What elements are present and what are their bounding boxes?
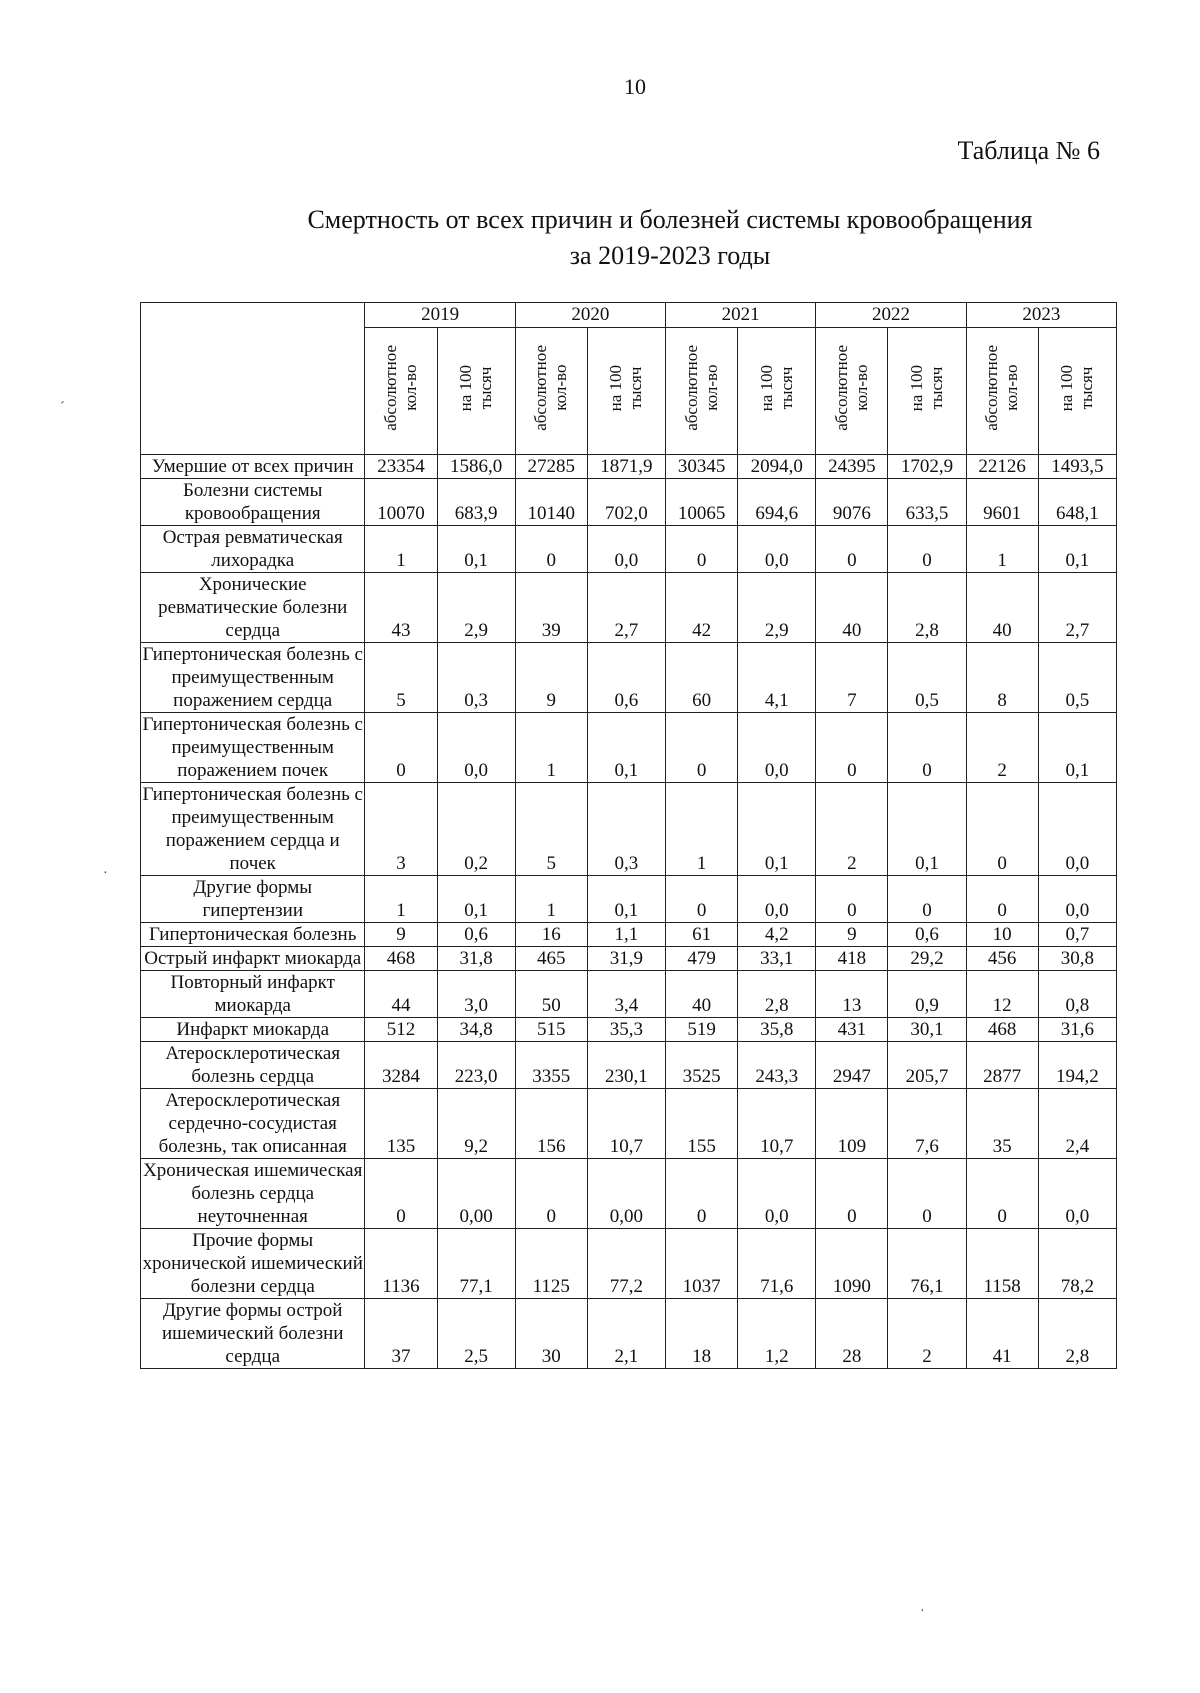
- rate-cell: 0,0: [738, 526, 816, 573]
- abs-count-cell: 0: [816, 713, 888, 783]
- rate-cell: 0,1: [587, 713, 665, 783]
- abs-count-cell: 0: [666, 876, 738, 923]
- rate-cell: 0,0: [1038, 783, 1116, 876]
- rate-cell: 0,9: [888, 971, 966, 1018]
- rate-cell: 0,3: [587, 783, 665, 876]
- rate-cell: 71,6: [738, 1229, 816, 1299]
- rate-cell: 2,4: [1038, 1089, 1116, 1159]
- table-row: [141, 455, 1117, 479]
- abs-count-cell: 135: [365, 1089, 437, 1159]
- table-title-line-1: Смертность от всех причин и болезней системы кровообращения: [307, 205, 1033, 234]
- rate-cell: 2,8: [888, 573, 966, 643]
- rate-cell: 4,2: [738, 923, 816, 947]
- abs-count-header: [816, 328, 888, 455]
- rate-per-100k-header-line-2: тысяч: [626, 366, 646, 410]
- abs-count-cell: 431: [816, 1018, 888, 1042]
- abs-count-cell: 468: [966, 1018, 1038, 1042]
- row-label: Другие формы острой ишемический болезни сердца: [141, 1299, 365, 1369]
- rate-cell: 2,8: [1038, 1299, 1116, 1369]
- rate-per-100k-header-line-1: на 100: [1057, 364, 1077, 412]
- abs-count-cell: 519: [666, 1018, 738, 1042]
- table-row: [141, 526, 1117, 573]
- rate-cell: 243,3: [738, 1042, 816, 1089]
- year-header: 2022: [816, 303, 966, 328]
- rate-cell: 1702,9: [888, 455, 966, 479]
- rate-per-100k-header: [587, 328, 665, 455]
- table-row: [141, 1042, 1117, 1089]
- rate-cell: 78,2: [1038, 1229, 1116, 1299]
- abs-count-cell: 418: [816, 947, 888, 971]
- rate-cell: 223,0: [437, 1042, 515, 1089]
- rate-cell: 0,1: [1038, 713, 1116, 783]
- abs-count-cell: 2: [816, 783, 888, 876]
- rate-cell: 702,0: [587, 479, 665, 526]
- rate-cell: 34,8: [437, 1018, 515, 1042]
- rate-cell: 31,9: [587, 947, 665, 971]
- abs-count-header: [966, 328, 1038, 455]
- abs-count-cell: 30: [515, 1299, 587, 1369]
- abs-count-cell: 1: [515, 713, 587, 783]
- abs-count-cell: 155: [666, 1089, 738, 1159]
- abs-count-header-text: [531, 345, 571, 431]
- abs-count-cell: 22126: [966, 455, 1038, 479]
- table-row: [141, 643, 1117, 713]
- rate-cell: 0,0: [738, 1159, 816, 1229]
- rate-cell: 2,7: [1038, 573, 1116, 643]
- table-row: [141, 479, 1117, 526]
- year-header-row: [141, 303, 1117, 328]
- rate-per-100k-header-line-1: на 100: [756, 364, 776, 412]
- abs-count-cell: 109: [816, 1089, 888, 1159]
- row-label: Инфаркт миокарда: [141, 1018, 365, 1042]
- rate-cell: 1,2: [738, 1299, 816, 1369]
- abs-count-header-line-2: кол-во: [400, 364, 420, 412]
- rate-cell: 2,9: [738, 573, 816, 643]
- abs-count-cell: 43: [365, 573, 437, 643]
- rate-cell: 2,7: [587, 573, 665, 643]
- year-header: 2021: [666, 303, 816, 328]
- rate-cell: 77,1: [437, 1229, 515, 1299]
- abs-count-cell: 9601: [966, 479, 1038, 526]
- year-header: 2020: [515, 303, 665, 328]
- rate-per-100k-header-line-2: тысяч: [476, 366, 496, 410]
- page-number: 10: [624, 74, 646, 99]
- scan-mark: ·: [920, 1604, 925, 1619]
- abs-count-cell: 468: [365, 947, 437, 971]
- abs-count-cell: 0: [666, 526, 738, 573]
- rate-cell: 1493,5: [1038, 455, 1116, 479]
- rate-cell: 0: [888, 876, 966, 923]
- abs-count-cell: 3284: [365, 1042, 437, 1089]
- rate-cell: 10,7: [587, 1089, 665, 1159]
- abs-count-cell: 0: [515, 1159, 587, 1229]
- abs-count-cell: 1: [966, 526, 1038, 573]
- rate-per-100k-header-line-2: тысяч: [1077, 366, 1097, 410]
- rate-cell: 0,0: [1038, 876, 1116, 923]
- abs-count-cell: 10: [966, 923, 1038, 947]
- abs-count-cell: 0: [966, 876, 1038, 923]
- rate-cell: 0,00: [587, 1159, 665, 1229]
- abs-count-header-text: [832, 345, 872, 431]
- table-row: [141, 1299, 1117, 1369]
- rate-per-100k-header: [1038, 328, 1116, 455]
- abs-count-cell: 9: [816, 923, 888, 947]
- rate-cell: 2094,0: [738, 455, 816, 479]
- rate-per-100k-header: [437, 328, 515, 455]
- rate-cell: 10,7: [738, 1089, 816, 1159]
- table-number: Таблица № 6: [957, 136, 1100, 165]
- row-label: Прочие формы хронической ишемический болезни сердца: [141, 1229, 365, 1299]
- abs-count-header-line-1: абсолютное: [982, 345, 1002, 431]
- abs-count-cell: 479: [666, 947, 738, 971]
- rate-cell: 194,2: [1038, 1042, 1116, 1089]
- abs-count-cell: 60: [666, 643, 738, 713]
- row-label: Хронические ревматические болезни сердца: [141, 573, 365, 643]
- row-label: Острый инфаркт миокарда: [141, 947, 365, 971]
- table-row: [141, 1229, 1117, 1299]
- abs-count-cell: 456: [966, 947, 1038, 971]
- abs-count-cell: 1: [365, 876, 437, 923]
- year-header: 2019: [365, 303, 515, 328]
- rate-cell: 4,1: [738, 643, 816, 713]
- abs-count-cell: 37: [365, 1299, 437, 1369]
- rate-cell: 0,5: [888, 643, 966, 713]
- rate-per-100k-header-line-2: тысяч: [927, 366, 946, 410]
- abs-count-header-line-2: кол-во: [551, 364, 571, 412]
- row-label: Гипертоническая болезнь с преимущественным поражением почек: [142, 714, 363, 781]
- abs-count-header-line-1: абсолютное: [380, 345, 400, 431]
- abs-count-cell: 23354: [365, 455, 437, 479]
- abs-count-cell: 3: [365, 783, 437, 876]
- rate-cell: 0,1: [587, 876, 665, 923]
- abs-count-cell: 13: [816, 971, 888, 1018]
- rate-cell: 2,1: [587, 1299, 665, 1369]
- rate-cell: 2,5: [437, 1299, 515, 1369]
- rate-cell: 35,3: [587, 1018, 665, 1042]
- abs-count-cell: 0: [666, 713, 738, 783]
- abs-count-cell: 1: [365, 526, 437, 573]
- row-label: Атеросклеротическая сердечно-сосудистая болезнь, так описанная: [141, 1089, 365, 1159]
- rate-per-100k-header-text: [1057, 365, 1097, 411]
- rate-cell: 1871,9: [587, 455, 665, 479]
- rate-cell: 2: [888, 1299, 966, 1369]
- abs-count-cell: 27285: [515, 455, 587, 479]
- rate-cell: 0,0: [437, 713, 515, 783]
- rate-per-100k-header-text: [606, 365, 646, 411]
- rate-cell: 1586,0: [437, 455, 515, 479]
- abs-count-cell: 0: [816, 1159, 888, 1229]
- rate-cell: 30,1: [888, 1018, 966, 1042]
- rate-cell: 0,2: [437, 783, 515, 876]
- table-row: [141, 713, 1117, 783]
- rate-per-100k-header-text: [757, 365, 797, 411]
- rate-per-100k-header-line-2: тысяч: [776, 366, 796, 410]
- rate-cell: 2,8: [738, 971, 816, 1018]
- rate-per-100k-header: [738, 328, 816, 455]
- abs-count-header: [666, 328, 738, 455]
- rate-cell: 230,1: [587, 1042, 665, 1089]
- table-row: [141, 876, 1117, 923]
- abs-count-cell: 515: [515, 1018, 587, 1042]
- abs-count-header-line-1: абсолютное: [831, 345, 851, 431]
- abs-count-header-line-1: абсолютное: [531, 345, 551, 431]
- rate-cell: 0: [888, 713, 966, 783]
- rate-cell: 0,1: [1038, 526, 1116, 573]
- abs-count-header: [515, 328, 587, 455]
- rate-cell: 9,2: [437, 1089, 515, 1159]
- rate-cell: 0,3: [437, 643, 515, 713]
- abs-count-cell: 44: [365, 971, 437, 1018]
- abs-count-cell: 0: [816, 876, 888, 923]
- rate-cell: 0,7: [1038, 923, 1116, 947]
- abs-count-cell: 0: [666, 1159, 738, 1229]
- row-label: Острая ревматическая лихорадка: [141, 526, 365, 573]
- abs-count-cell: 512: [365, 1018, 437, 1042]
- table-row: [141, 783, 1117, 876]
- table-row: [141, 573, 1117, 643]
- abs-count-cell: 5: [365, 643, 437, 713]
- row-label: Гипертоническая болезнь с преимущественным поражением сердца: [142, 644, 363, 711]
- table-body: [141, 455, 1117, 1369]
- abs-count-cell: 8: [966, 643, 1038, 713]
- rate-cell: 205,7: [888, 1042, 966, 1089]
- rate-cell: 0: [888, 1159, 966, 1229]
- table-row: [141, 1089, 1117, 1159]
- abs-count-cell: 9: [515, 643, 587, 713]
- abs-count-header-text: [682, 345, 722, 431]
- rate-cell: 3,4: [587, 971, 665, 1018]
- rate-cell: 0,00: [437, 1159, 515, 1229]
- abs-count-cell: 0: [365, 713, 437, 783]
- abs-count-cell: 156: [515, 1089, 587, 1159]
- rate-cell: 0,0: [1038, 1159, 1116, 1229]
- rate-cell: 30,8: [1038, 947, 1116, 971]
- rate-cell: 35,8: [738, 1018, 816, 1042]
- table-title-line-2: за 2019-2023 годы: [569, 241, 771, 270]
- row-label: Гипертоническая болезнь: [141, 923, 365, 947]
- abs-count-cell: 40: [666, 971, 738, 1018]
- row-label: Умершие от всех причин: [141, 455, 365, 479]
- abs-count-header-line-1: абсолютное: [681, 345, 701, 431]
- rate-per-100k-header-text: [456, 365, 496, 411]
- rate-cell: 0,6: [888, 923, 966, 947]
- row-label: Болезни системы кровообращения: [141, 479, 365, 526]
- abs-count-cell: 61: [666, 923, 738, 947]
- abs-count-cell: 0: [365, 1159, 437, 1229]
- rate-cell: 7,6: [888, 1089, 966, 1159]
- row-label: Повторный инфаркт миокарда: [141, 971, 365, 1018]
- abs-count-cell: 30345: [666, 455, 738, 479]
- table-row: [141, 1159, 1117, 1229]
- rate-cell: 683,9: [437, 479, 515, 526]
- rate-per-100k-header-text: [907, 365, 947, 411]
- abs-count-cell: 1136: [365, 1229, 437, 1299]
- abs-count-cell: 50: [515, 971, 587, 1018]
- abs-count-cell: 41: [966, 1299, 1038, 1369]
- row-label: Другие формы гипертензии: [141, 876, 365, 923]
- rate-cell: 77,2: [587, 1229, 665, 1299]
- scan-mark: ´: [60, 400, 65, 415]
- abs-count-cell: 40: [966, 573, 1038, 643]
- rate-cell: 29,2: [888, 947, 966, 971]
- abs-count-cell: 1090: [816, 1229, 888, 1299]
- rate-cell: 1,1: [587, 923, 665, 947]
- abs-count-cell: 9076: [816, 479, 888, 526]
- label-header-cell: [141, 303, 365, 455]
- abs-count-header-line-2: кол-во: [1002, 364, 1022, 412]
- row-label: Атеросклеротическая болезнь сердца: [141, 1042, 365, 1089]
- table-row: [141, 923, 1117, 947]
- scan-mark: ·: [103, 866, 108, 881]
- abs-count-cell: 2877: [966, 1042, 1038, 1089]
- rate-cell: 3,0: [437, 971, 515, 1018]
- abs-count-cell: 3525: [666, 1042, 738, 1089]
- rate-cell: 2,9: [437, 573, 515, 643]
- abs-count-cell: 24395: [816, 455, 888, 479]
- rate-cell: 648,1: [1038, 479, 1116, 526]
- abs-count-cell: 1125: [515, 1229, 587, 1299]
- abs-count-cell: 16: [515, 923, 587, 947]
- rate-per-100k-header-line-1: на 100: [456, 364, 476, 412]
- abs-count-cell: 9: [365, 923, 437, 947]
- abs-count-cell: 1037: [666, 1229, 738, 1299]
- abs-count-cell: 28: [816, 1299, 888, 1369]
- rate-cell: 0,1: [738, 783, 816, 876]
- abs-count-cell: 3355: [515, 1042, 587, 1089]
- abs-count-cell: 0: [966, 1159, 1038, 1229]
- rate-cell: 0,1: [437, 876, 515, 923]
- abs-count-cell: 1: [515, 876, 587, 923]
- abs-count-cell: 1158: [966, 1229, 1038, 1299]
- year-header: 2023: [966, 303, 1116, 328]
- rate-cell: 0,8: [1038, 971, 1116, 1018]
- rate-cell: 33,1: [738, 947, 816, 971]
- rate-cell: 0,6: [587, 643, 665, 713]
- abs-count-cell: 10065: [666, 479, 738, 526]
- rate-cell: 0,0: [738, 713, 816, 783]
- rate-cell: 0,0: [738, 876, 816, 923]
- abs-count-header-text: [381, 345, 421, 431]
- abs-count-cell: 1: [666, 783, 738, 876]
- abs-count-cell: 39: [515, 573, 587, 643]
- mortality-table: [140, 302, 1117, 1369]
- abs-count-header-line-2: кол-во: [701, 364, 721, 412]
- abs-count-cell: 10140: [515, 479, 587, 526]
- abs-count-cell: 0: [816, 526, 888, 573]
- rate-per-100k-header-line-1: на 100: [907, 364, 926, 412]
- table-row: [141, 947, 1117, 971]
- abs-count-header-line-2: кол-во: [851, 364, 871, 412]
- rate-cell: 0,5: [1038, 643, 1116, 713]
- rate-cell: 0: [888, 526, 966, 573]
- rate-cell: 31,6: [1038, 1018, 1116, 1042]
- abs-count-cell: 40: [816, 573, 888, 643]
- rate-per-100k-header: [888, 328, 966, 455]
- abs-count-cell: 5: [515, 783, 587, 876]
- abs-count-cell: 10070: [365, 479, 437, 526]
- abs-count-cell: 2: [966, 713, 1038, 783]
- rate-cell: 0,1: [888, 783, 966, 876]
- rate-cell: 633,5: [888, 479, 966, 526]
- rate-cell: 0,6: [437, 923, 515, 947]
- table-row: [141, 971, 1117, 1018]
- rate-cell: 76,1: [888, 1229, 966, 1299]
- abs-count-header-text: [982, 345, 1022, 431]
- table-title: [240, 202, 1100, 274]
- abs-count-cell: 18: [666, 1299, 738, 1369]
- rate-cell: 694,6: [738, 479, 816, 526]
- rate-cell: 0,0: [587, 526, 665, 573]
- rate-cell: 0,1: [437, 526, 515, 573]
- rate-per-100k-header-line-1: на 100: [606, 364, 626, 412]
- abs-count-cell: 42: [666, 573, 738, 643]
- abs-count-header: [365, 328, 437, 455]
- abs-count-cell: 12: [966, 971, 1038, 1018]
- abs-count-cell: 0: [966, 783, 1038, 876]
- abs-count-cell: 0: [515, 526, 587, 573]
- row-label: Хроническая ишемическая болезнь сердца неуточненная: [141, 1159, 365, 1229]
- rate-cell: 31,8: [437, 947, 515, 971]
- abs-count-cell: 35: [966, 1089, 1038, 1159]
- table-row: [141, 1018, 1117, 1042]
- row-label: Гипертоническая болезнь с преимущественным поражением сердца и почек: [142, 784, 363, 874]
- abs-count-cell: 465: [515, 947, 587, 971]
- abs-count-cell: 2947: [816, 1042, 888, 1089]
- abs-count-cell: 7: [816, 643, 888, 713]
